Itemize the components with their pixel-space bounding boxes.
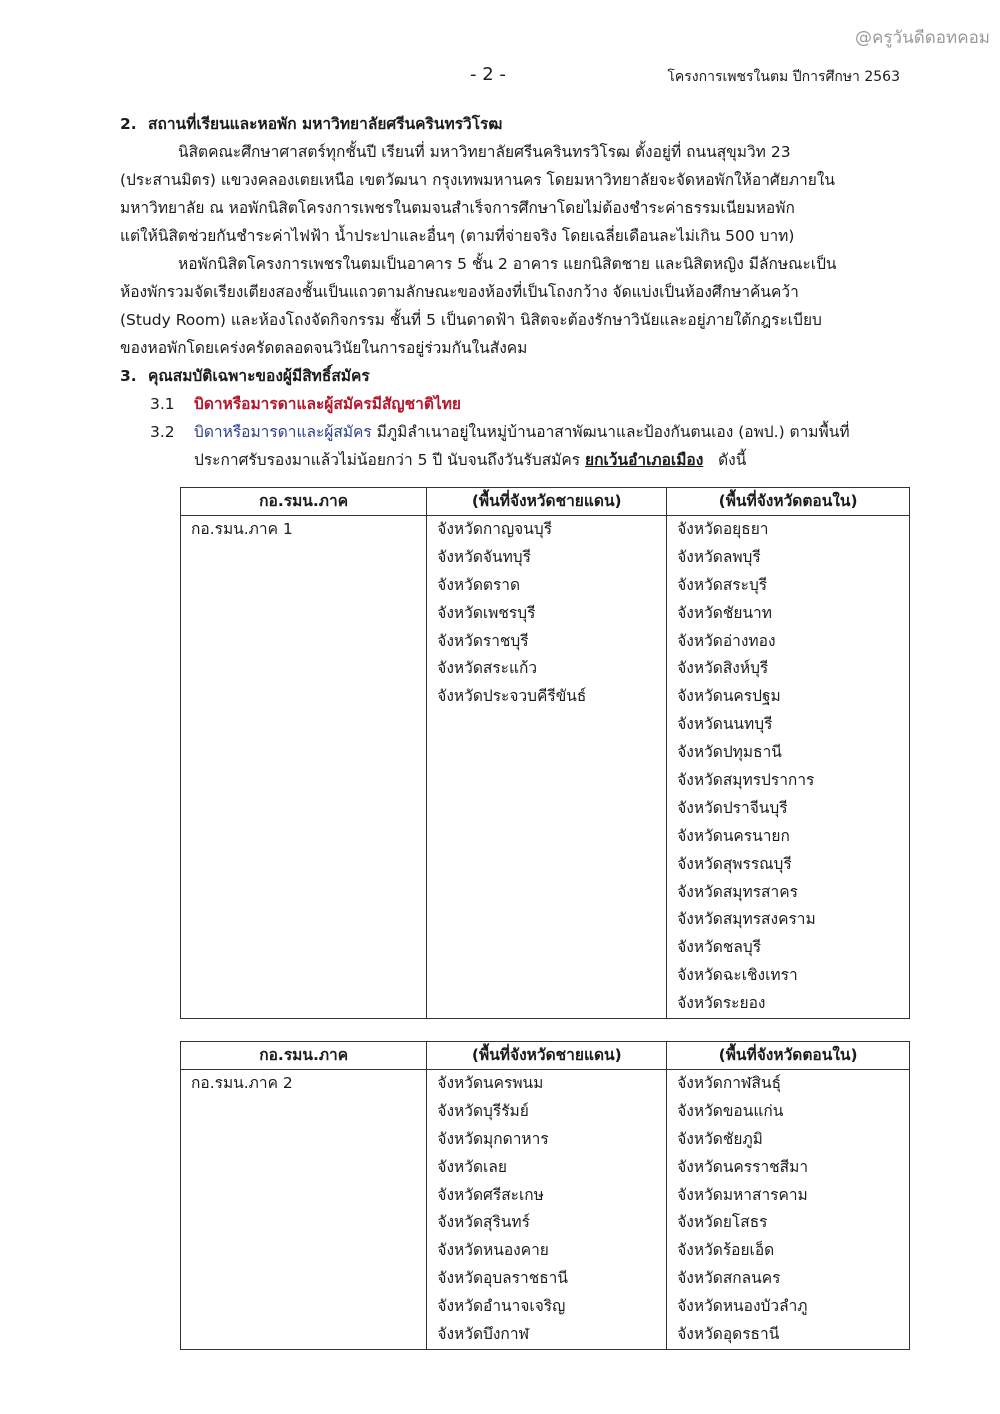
item-number: 3.1: [150, 395, 175, 413]
list-item: จังหวัดสระบุรี: [677, 575, 768, 594]
list-item: จังหวัดอำนาจเจริญ: [437, 1297, 566, 1316]
header-region: กอ.รมน.ภาค: [181, 488, 427, 516]
section-3-heading: [120, 362, 910, 390]
section-title: คุณสมบัติเฉพาะของผู้มีสิทธิ์สมัคร: [148, 367, 370, 385]
table-header-row: [181, 488, 910, 516]
section-title: สถานที่เรียนและหอพัก มหาวิทยาลัยศรีนครินทรวิโรฒ: [148, 115, 503, 133]
list-item: จังหวัดบุรีรัมย์: [437, 1101, 529, 1120]
item-text: ประกาศรับรองมาแล้วไม่น้อยกว่า 5 ปี นับจนถึงวันรับสมัคร: [194, 451, 585, 469]
paragraph-line: (Study Room) และห้องโถงจัดกิจกรรม ชั้นที่ 5 เป็นดาดฟ้า นิสิตจะต้องรักษาวินัยและอยู่ภายใต้กฎระเบียบ: [120, 311, 822, 329]
list-item: จังหวัดสิงห์บุรี: [677, 659, 769, 678]
paragraph-line: ห้องพักรวมจัดเรียงเตียงสองชั้นเป็นแถวตามลักษณะของห้องที่เป็นโถงกว้าง จัดแบ่งเป็นห้องศึกษาค้นคว้า: [120, 283, 799, 301]
list-item: จังหวัดอ่างทอง: [677, 631, 776, 650]
list-item: จังหวัดปทุมธานี: [677, 743, 782, 762]
paragraph-line: นิสิตคณะศึกษาศาสตร์ทุกชั้นปี เรียนที่ มหาวิทยาลัยศรีนครินทรวิโรฒ ตั้งอยู่ที่ ถนนสุขุมวิท 23: [178, 143, 791, 161]
border-provinces-cell: [427, 516, 667, 1019]
item-3-1: [120, 390, 910, 418]
list-item: จังหวัดชัยภูมิ: [677, 1129, 763, 1148]
item-3-2: [120, 418, 910, 446]
list-item: จังหวัดชัยนาท: [677, 603, 772, 622]
item-text: ดังนี้: [703, 451, 747, 469]
list-item: จังหวัดอุดรธานี: [677, 1325, 780, 1344]
list-item: จังหวัดบึงกาฬ: [437, 1325, 530, 1344]
item-number: 3.2: [150, 423, 175, 441]
region-name: กอ.รมน.ภาค 1: [191, 520, 293, 538]
list-item: จังหวัดมุกดาหาร: [437, 1129, 549, 1148]
list-item: จังหวัดร้อยเอ็ด: [677, 1241, 775, 1260]
list-item: จังหวัดสมุทรสาคร: [677, 882, 798, 901]
header-border-provinces: (พื้นที่จังหวัดชายแดน): [427, 1042, 667, 1070]
region-table-2: [180, 1041, 910, 1350]
region-cell: [181, 1070, 427, 1350]
list-item: จังหวัดสระแก้ว: [437, 659, 538, 678]
item-text: มีภูมิลำเนาอยู่ในหมู่บ้านอาสาพัฒนาและป้องกันตนเอง (อพป.) ตามพื้นที่: [371, 423, 850, 441]
list-item: จังหวัดระยอง: [677, 994, 766, 1013]
list-item: จังหวัดกาญจนบุรี: [437, 520, 553, 538]
section-number: 2.: [120, 115, 137, 133]
list-item: จังหวัดราชบุรี: [437, 631, 529, 650]
header-inner-provinces: (พื้นที่จังหวัดตอนใน): [667, 488, 910, 516]
list-item: จังหวัดนครปฐม: [677, 687, 781, 706]
list-item: จังหวัดกาฬสินธุ์: [677, 1074, 782, 1092]
list-item: จังหวัดหนองคาย: [437, 1241, 549, 1260]
table-header-row: [181, 1042, 910, 1070]
section-2-heading: [120, 110, 910, 138]
list-item: จังหวัดสมุทรปราการ: [677, 771, 815, 790]
document-body: [120, 110, 910, 474]
item-lead: บิดาหรือมารดาและผู้สมัคร: [194, 423, 372, 441]
region-name: กอ.รมน.ภาค 2: [191, 1074, 293, 1092]
region-cell: [181, 516, 427, 1019]
exception-text: ยกเว้นอำเภอเมือง: [585, 451, 704, 469]
table-row: [181, 516, 910, 1019]
item-3-2-continued: [120, 446, 910, 474]
paragraph-line: ของหอพักโดยเคร่งครัดตลอดจนวินัยในการอยู่ร่วมกันในสังคม: [120, 339, 528, 357]
list-item: จังหวัดชลบุรี: [677, 938, 762, 957]
item-text: บิดาหรือมารดาและผู้สมัครมีสัญชาติไทย: [194, 395, 462, 413]
border-provinces-cell: [427, 1070, 667, 1350]
list-item: จังหวัดสุพรรณบุรี: [677, 854, 792, 873]
list-item: จังหวัดสกลนคร: [677, 1269, 781, 1288]
list-item: จังหวัดประจวบคีรีขันธ์: [437, 687, 587, 706]
list-item: จังหวัดสมุทรสงคราม: [677, 910, 816, 929]
paragraph-line: (ประสานมิตร) แขวงคลองเตยเหนือ เขตวัฒนา กรุงเทพมหานคร โดยมหาวิทยาลัยจะจัดหอพักให้อาศัยภายใน: [120, 171, 835, 189]
list-item: จังหวัดนครราชสีมา: [677, 1157, 809, 1176]
table-row: [181, 1070, 910, 1350]
list-item: จังหวัดลพบุรี: [677, 547, 761, 566]
region-table-1: [180, 487, 910, 1019]
list-item: จังหวัดเลย: [437, 1157, 507, 1176]
list-item: จังหวัดมหาสารคาม: [677, 1185, 808, 1204]
list-item: จังหวัดขอนแก่น: [677, 1101, 784, 1120]
header-inner-provinces: (พื้นที่จังหวัดตอนใน): [667, 1042, 910, 1070]
list-item: จังหวัดฉะเชิงเทรา: [677, 966, 798, 985]
list-item: จังหวัดอยุธยา: [677, 520, 769, 538]
list-item: จังหวัดปราจีนบุรี: [677, 798, 788, 817]
list-item: จังหวัดสุรินทร์: [437, 1213, 530, 1232]
paragraph-line: มหาวิทยาลัย ณ หอพักนิสิตโครงการเพชรในตมจนสำเร็จการศึกษาโดยไม่ต้องชำระค่าธรรมเนียมหอพัก: [120, 199, 795, 217]
paragraph-line: แต่ให้นิสิตช่วยกันชำระค่าไฟฟ้า น้ำประปาและอื่นๆ (ตามที่จ่ายจริง โดยเฉลี่ยเดือนละไม่เกิน 500 บาท): [120, 227, 795, 245]
list-item: จังหวัดเพชรบุรี: [437, 603, 536, 622]
paragraph-line: หอพักนิสิตโครงการเพชรในตมเป็นอาคาร 5 ชั้น 2 อาคาร แยกนิสิตชาย และนิสิตหญิง มีลักษณะเป็น: [178, 255, 837, 273]
project-header: โครงการเพชรในตม ปีการศึกษา 2563: [667, 69, 900, 85]
section-2-paragraph-1: [120, 138, 910, 250]
inner-provinces-cell: [667, 516, 910, 1019]
list-item: จังหวัดนครพนม: [437, 1074, 544, 1092]
header-region: กอ.รมน.ภาค: [181, 1042, 427, 1070]
list-item: จังหวัดตราด: [437, 575, 521, 594]
list-item: จังหวัดศรีสะเกษ: [437, 1185, 544, 1204]
list-item: จังหวัดนครนายก: [677, 826, 790, 845]
header-border-provinces: (พื้นที่จังหวัดชายแดน): [427, 488, 667, 516]
page-number: - 2 -: [470, 64, 506, 85]
list-item: จังหวัดจันทบุรี: [437, 547, 531, 566]
list-item: จังหวัดยโสธร: [677, 1213, 768, 1232]
inner-provinces-cell: [667, 1070, 910, 1350]
section-2-paragraph-2: [120, 250, 910, 362]
list-item: จังหวัดนนทบุรี: [677, 715, 773, 734]
list-item: จังหวัดอุบลราชธานี: [437, 1269, 568, 1288]
section-number: 3.: [120, 367, 137, 385]
watermark: @ครูวันดีดอทคอม: [855, 28, 990, 48]
list-item: จังหวัดหนองบัวลำภู: [677, 1297, 808, 1316]
